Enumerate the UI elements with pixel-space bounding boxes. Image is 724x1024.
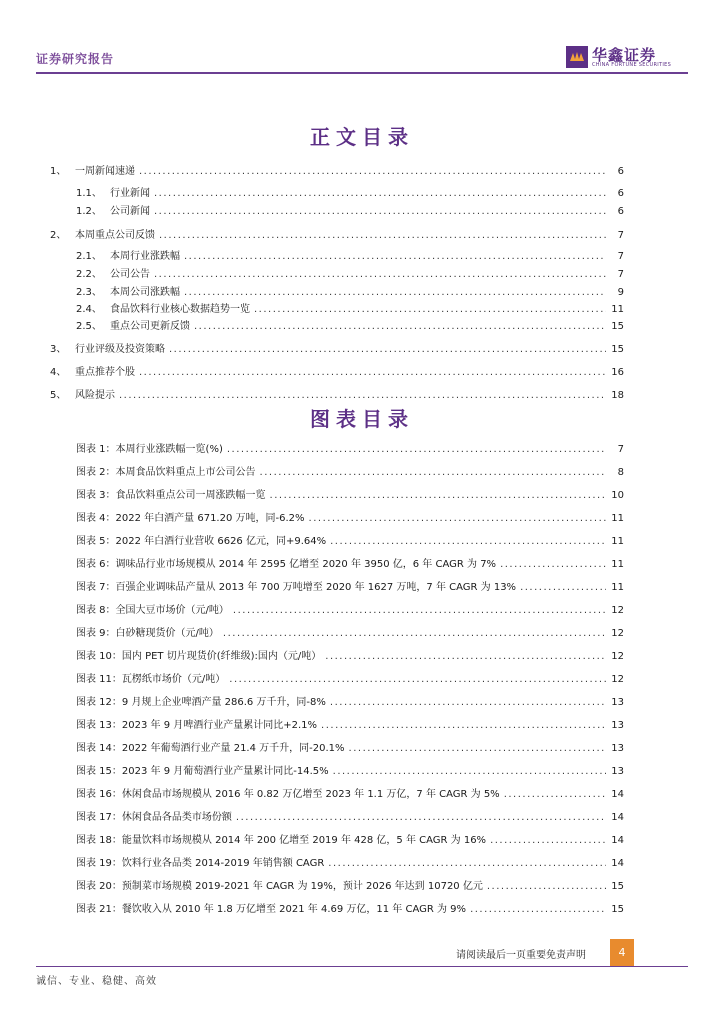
toc-leader — [487, 881, 606, 892]
toc-leader — [490, 835, 606, 846]
figure-item-page: 15 — [611, 904, 624, 915]
figure-item[interactable] — [76, 601, 624, 616]
figure-item[interactable] — [76, 647, 624, 662]
figure-item[interactable] — [76, 900, 624, 915]
logo-mark-icon — [566, 46, 588, 68]
toc-item-label: 行业评级及投资策略 — [75, 344, 165, 355]
toc-item-page: 7 — [617, 269, 624, 280]
toc-item[interactable] — [50, 162, 624, 177]
toc-leader — [154, 206, 606, 217]
toc-item-page: 16 — [611, 367, 624, 378]
toc-item[interactable] — [76, 184, 624, 199]
toc-item-page: 15 — [611, 344, 624, 355]
toc-item-label: 本周重点公司反馈 — [75, 230, 155, 241]
toc-item[interactable] — [76, 317, 624, 332]
figure-item-label: 图表 2：本周食品饮料重点上市公司公告 — [76, 467, 256, 478]
toc-item-page: 18 — [611, 390, 624, 401]
logo-english-name: CHINA FORTUNE SECURITIES — [592, 62, 672, 68]
toc-leader — [184, 287, 606, 298]
figure-item[interactable] — [76, 509, 624, 524]
toc-item-page: 9 — [617, 287, 624, 298]
figure-item[interactable] — [76, 532, 624, 547]
figure-item-label: 图表 8：全国大豆市场价（元/吨） — [76, 605, 229, 616]
figure-item-page: 12 — [611, 674, 624, 685]
toc-leader — [325, 651, 606, 662]
toc-item[interactable] — [50, 226, 624, 241]
toc-item-number: 3、 — [50, 344, 67, 355]
toc-item-number: 5、 — [50, 390, 67, 401]
figure-item-label: 图表 16：休闲食品市场规模从 2016 年 0.82 万亿增至 2023 年 1.1 万亿，7 年 CAGR 为 5% — [76, 789, 500, 800]
toc-leader — [139, 166, 606, 177]
figure-item[interactable] — [76, 762, 624, 777]
toc-item[interactable] — [50, 386, 624, 401]
figure-item[interactable] — [76, 716, 624, 731]
figure-item-page: 14 — [611, 858, 624, 869]
toc-leader — [309, 513, 606, 524]
toc-item-number: 2.2、 — [76, 269, 102, 280]
figure-item-label: 图表 13：2023 年 9 月啤酒行业产量累计同比+2.1% — [76, 720, 318, 731]
toc-leader — [333, 766, 606, 777]
toc-item-label: 食品饮料行业核心数据趋势一览 — [110, 304, 250, 315]
company-logo — [566, 44, 688, 70]
toc-item-page: 7 — [617, 251, 624, 262]
figure-item-label: 图表 18：能量饮料市场规模从 2014 年 200 亿增至 2019 年 428 亿，5 年 CAGR 为 16% — [76, 835, 487, 846]
toc-leader — [119, 390, 606, 401]
toc-title: 正文目录 — [310, 125, 414, 149]
figure-item[interactable] — [76, 486, 624, 501]
figure-item-page: 13 — [611, 720, 624, 731]
figure-item-page: 12 — [611, 628, 624, 639]
toc-leader — [328, 858, 606, 869]
figure-item[interactable] — [76, 785, 624, 800]
figure-item-page: 11 — [611, 559, 624, 570]
toc-item-number: 2.5、 — [76, 321, 102, 332]
toc-item-page: 15 — [611, 321, 624, 332]
toc-leader — [169, 344, 606, 355]
toc-leader — [520, 582, 606, 593]
figure-item-page: 12 — [611, 605, 624, 616]
toc-item-label: 本周公司涨跌幅 — [110, 287, 180, 298]
toc-item-page: 7 — [617, 230, 624, 241]
toc-item-number: 2.3、 — [76, 287, 102, 298]
toc-leader — [260, 467, 606, 478]
toc-item[interactable] — [76, 202, 624, 217]
figure-item-label: 图表 10：国内 PET 切片现货价(纤维级):国内（元/吨） — [76, 651, 322, 662]
toc-leader — [159, 230, 606, 241]
footer-divider — [36, 966, 688, 967]
toc-item-page: 6 — [617, 206, 624, 217]
toc-leader — [154, 188, 606, 199]
figure-item[interactable] — [76, 877, 624, 892]
toc-leader — [194, 321, 606, 332]
figure-item-page: 11 — [611, 582, 624, 593]
toc-leader — [227, 444, 606, 455]
figure-item-page: 7 — [617, 444, 624, 455]
toc-item[interactable] — [50, 363, 624, 378]
toc-item-page: 6 — [617, 188, 624, 199]
page-number-badge: 4 — [610, 939, 634, 967]
figure-item[interactable] — [76, 624, 624, 639]
toc-leader — [236, 812, 606, 823]
figure-item-page: 10 — [611, 490, 624, 501]
toc-leader — [349, 743, 606, 754]
toc-leader — [330, 536, 606, 547]
toc-item-page: 6 — [617, 166, 624, 177]
figure-item[interactable] — [76, 693, 624, 708]
toc-item-page: 11 — [611, 304, 624, 315]
report-type-label: 证券研究报告 — [36, 52, 115, 66]
toc-item-label: 一周新闻速递 — [75, 166, 135, 177]
figure-item-label: 图表 3：食品饮料重点公司一周涨跌幅一览 — [76, 490, 266, 501]
toc-leader — [270, 490, 606, 501]
toc-item[interactable] — [76, 300, 624, 315]
toc-item[interactable] — [76, 247, 624, 262]
toc-leader — [254, 304, 606, 315]
company-motto: 诚信、专业、稳健、高效 — [36, 976, 157, 987]
figure-item-page: 15 — [611, 881, 624, 892]
figure-item-page: 14 — [611, 812, 624, 823]
toc-item-label: 行业新闻 — [110, 188, 150, 199]
figure-item-label: 图表 12：9 月规上企业啤酒产量 286.6 万千升，同-8% — [76, 697, 326, 708]
toc-leader — [500, 559, 606, 570]
figure-item-page: 13 — [611, 697, 624, 708]
figure-item-label: 图表 17：休闲食品各品类市场份额 — [76, 812, 232, 823]
figure-item-label: 图表 4：2022 年白酒产量 671.20 万吨，同-6.2% — [76, 513, 305, 524]
toc-leader — [470, 904, 606, 915]
toc-item-label: 公司新闻 — [110, 206, 150, 217]
toc-item[interactable] — [76, 265, 624, 280]
figure-item-label: 图表 21：餐饮收入从 2010 年 1.8 万亿增至 2021 年 4.69 万亿，11 年 CAGR 为 9% — [76, 904, 467, 915]
figure-item-label: 图表 7：百强企业调味品产量从 2013 年 700 万吨增至 2020 年 1627 万吨，7 年 CAGR 为 13% — [76, 582, 517, 593]
toc-item[interactable] — [76, 283, 624, 298]
figure-item-page: 13 — [611, 766, 624, 777]
toc-item-label: 公司公告 — [110, 269, 150, 280]
figure-item[interactable] — [76, 808, 624, 823]
figure-item[interactable] — [76, 854, 624, 869]
figure-item-label: 图表 5：2022 年白酒行业营收 6626 亿元，同+9.64% — [76, 536, 327, 547]
figure-item-label: 图表 6：调味品行业市场规模从 2014 年 2595 亿增至 2020 年 3950 亿，6 年 CAGR 为 7% — [76, 559, 497, 570]
figure-item-page: 14 — [611, 835, 624, 846]
toc-leader — [330, 697, 606, 708]
figure-item-label: 图表 20：预制菜市场规模 2019-2021 年 CAGR 为 19%，预计 2026 年达到 10720 亿元 — [76, 881, 483, 892]
toc-item-label: 重点推荐个股 — [75, 367, 135, 378]
header-divider — [36, 72, 688, 74]
figure-item[interactable] — [76, 463, 624, 478]
figure-item-page: 8 — [617, 467, 624, 478]
toc-item-number: 4、 — [50, 367, 67, 378]
figure-item[interactable] — [76, 555, 624, 570]
toc-leader — [233, 605, 606, 616]
toc-item-label: 本周行业涨跌幅 — [110, 251, 180, 262]
figure-item-page: 11 — [611, 536, 624, 547]
toc-item-label: 风险提示 — [75, 390, 115, 401]
toc-item-number: 1、 — [50, 166, 67, 177]
toc-item-label: 重点公司更新反馈 — [110, 321, 190, 332]
figure-item[interactable] — [76, 440, 624, 455]
toc-leader — [223, 628, 606, 639]
disclaimer-note: 请阅读最后一页重要免责声明 — [456, 950, 586, 961]
toc-item-number: 2.4、 — [76, 304, 102, 315]
figure-item[interactable] — [76, 831, 624, 846]
figure-item-page: 12 — [611, 651, 624, 662]
figure-item-label: 图表 11：瓦楞纸市场价（元/吨） — [76, 674, 226, 685]
toc-leader — [229, 674, 606, 685]
figure-item-label: 图表 19：饮料行业各品类 2014-2019 年销售额 CAGR — [76, 858, 325, 869]
figure-item-label: 图表 1：本周行业涨跌幅一览(%) — [76, 444, 223, 455]
figure-item[interactable] — [76, 670, 624, 685]
figure-item-label: 图表 14：2022 年葡萄酒行业产量 21.4 万千升，同-20.1% — [76, 743, 345, 754]
figure-item[interactable] — [76, 578, 624, 593]
figure-item-page: 13 — [611, 743, 624, 754]
toc-item[interactable] — [50, 340, 624, 355]
toc-item-number: 1.2、 — [76, 206, 102, 217]
toc-leader — [504, 789, 606, 800]
figure-item-label: 图表 15：2023 年 9 月葡萄酒行业产量累计同比-14.5% — [76, 766, 329, 777]
figure-item-label: 图表 9：白砂糖现货价（元/吨） — [76, 628, 219, 639]
figure-item-page: 14 — [611, 789, 624, 800]
toc-leader — [139, 367, 606, 378]
figures-title: 图表目录 — [310, 407, 414, 431]
toc-item-number: 2、 — [50, 230, 67, 241]
logo-chinese-name: 华鑫证券 — [592, 46, 657, 64]
toc-item-number: 2.1、 — [76, 251, 102, 262]
figure-item-page: 11 — [611, 513, 624, 524]
toc-item-number: 1.1、 — [76, 188, 102, 199]
figure-item[interactable] — [76, 739, 624, 754]
toc-leader — [154, 269, 606, 280]
toc-leader — [184, 251, 606, 262]
toc-leader — [321, 720, 606, 731]
